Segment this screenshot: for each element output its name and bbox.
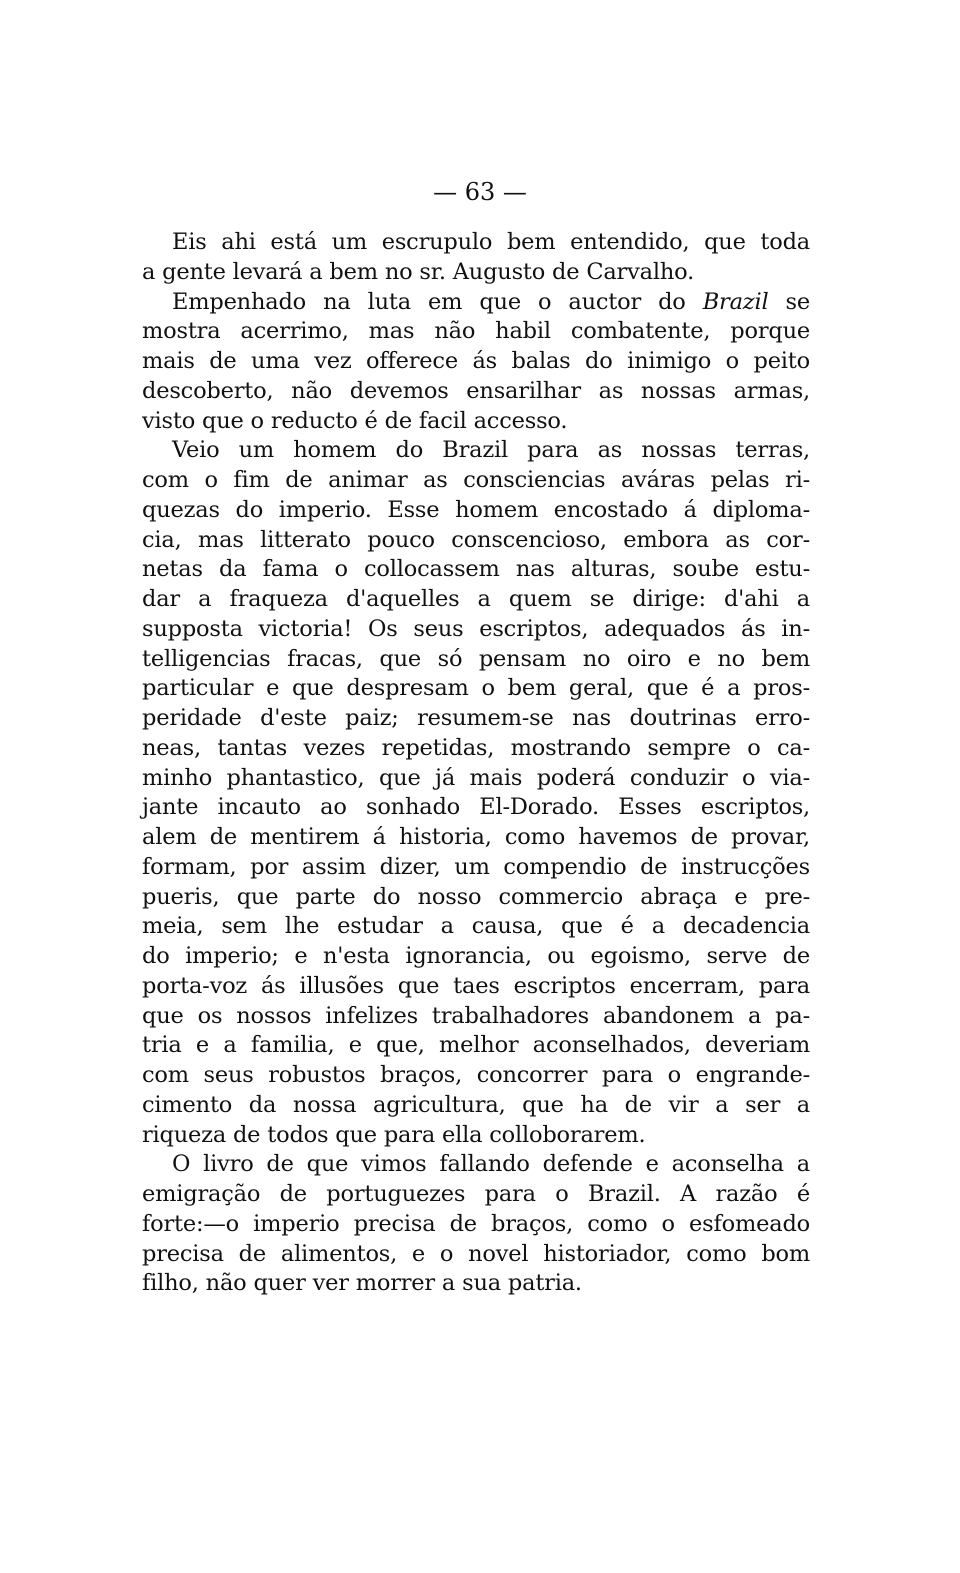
text-line: dar a fraqueza d'aquelles a quem se dirige: d'ahi a (142, 586, 810, 612)
text-line: precisa de alimentos, e o novel historiador, como bom (142, 1240, 810, 1267)
text-line: supposta victoria! Os seus escriptos, adequados ás in- (142, 615, 810, 642)
text-line: filho, não quer ver morrer a sua patria. (142, 1270, 582, 1297)
text-line: do imperio; e n'esta ignorancia, ou egoismo, serve de (142, 943, 810, 969)
text-line: a gente levará a bem no sr. Augusto de Carvalho. (142, 258, 695, 285)
text-line: mais de uma vez offerece ás balas do inimigo o peito (142, 348, 810, 374)
text-line: quezas do imperio. Esse homem encostado á diploma- (142, 496, 810, 523)
text-line: que os nossos infelizes trabalhadores abandonem a pa- (142, 1002, 810, 1029)
text-line: Eis ahi está um escrupulo bem entendido, que toda (172, 229, 810, 255)
text-line: particular e que despresam o bem geral, que é a pros- (142, 675, 810, 702)
text-line: descoberto, não devemos ensarilhar as nossas armas, (142, 377, 810, 404)
text-line: Veio um homem do Brazil para as nossas terras, (172, 437, 810, 464)
text-line: tria e a familia, e que, melhor aconselhados, deveriam (142, 1032, 810, 1059)
text-line: Empenhado na luta em que o auctor do Brazil se (172, 288, 810, 315)
body-text (142, 228, 810, 1299)
text-line: jante incauto ao sonhado El-Dorado. Esses escriptos, (142, 794, 810, 821)
text-line: formam, por assim dizer, um compendio de instrucções (142, 853, 810, 880)
text-line: mostra acerrimo, mas não habil combatente, porque (142, 318, 810, 345)
text-line: com seus robustos braços, concorrer para o engrande- (142, 1062, 810, 1088)
text-line: telligencias fracas, que só pensam no oiro e no bem (142, 645, 810, 672)
text-line: minho phantastico, que já mais poderá conduzir o via- (142, 764, 810, 791)
text-line: porta-voz ás illusões que taes escriptos encerram, para (142, 972, 810, 999)
page-number: — 63 — (433, 178, 527, 206)
text-line: visto que o reducto é de facil accesso. (142, 407, 568, 434)
text-line: cimento da nossa agricultura, que ha de vir a ser a (142, 1091, 810, 1118)
text-line: cia, mas litterato pouco conscencioso, embora as cor- (142, 526, 810, 553)
text-line: meia, sem lhe estudar a causa, que é a decadencia (142, 913, 810, 940)
text-line: netas da fama o collocassem nas alturas, soube estu- (142, 556, 810, 583)
text-line: com o fim de animar as consciencias aváras pelas ri- (142, 467, 810, 493)
text-line: O livro de que vimos fallando defende e aconselha a (172, 1151, 810, 1178)
text-line: riqueza de todos que para ella colloborarem. (142, 1121, 646, 1148)
text-line: peridade d'este paiz; resumem-se nas doutrinas erro- (142, 705, 810, 731)
text-line: forte:—o imperio precisa de braços, como o esfomeado (142, 1210, 810, 1237)
text-line: neas, tantas vezes repetidas, mostrando sempre o ca- (142, 734, 810, 761)
text-line: alem de mentirem á historia, como havemos de provar, (142, 824, 810, 850)
book-title: Brazil (702, 288, 769, 315)
text-line: emigração de portuguezes para o Brazil. A razão é (142, 1181, 810, 1207)
text-line: pueris, que parte do nosso commercio abraça e pre- (142, 883, 810, 910)
